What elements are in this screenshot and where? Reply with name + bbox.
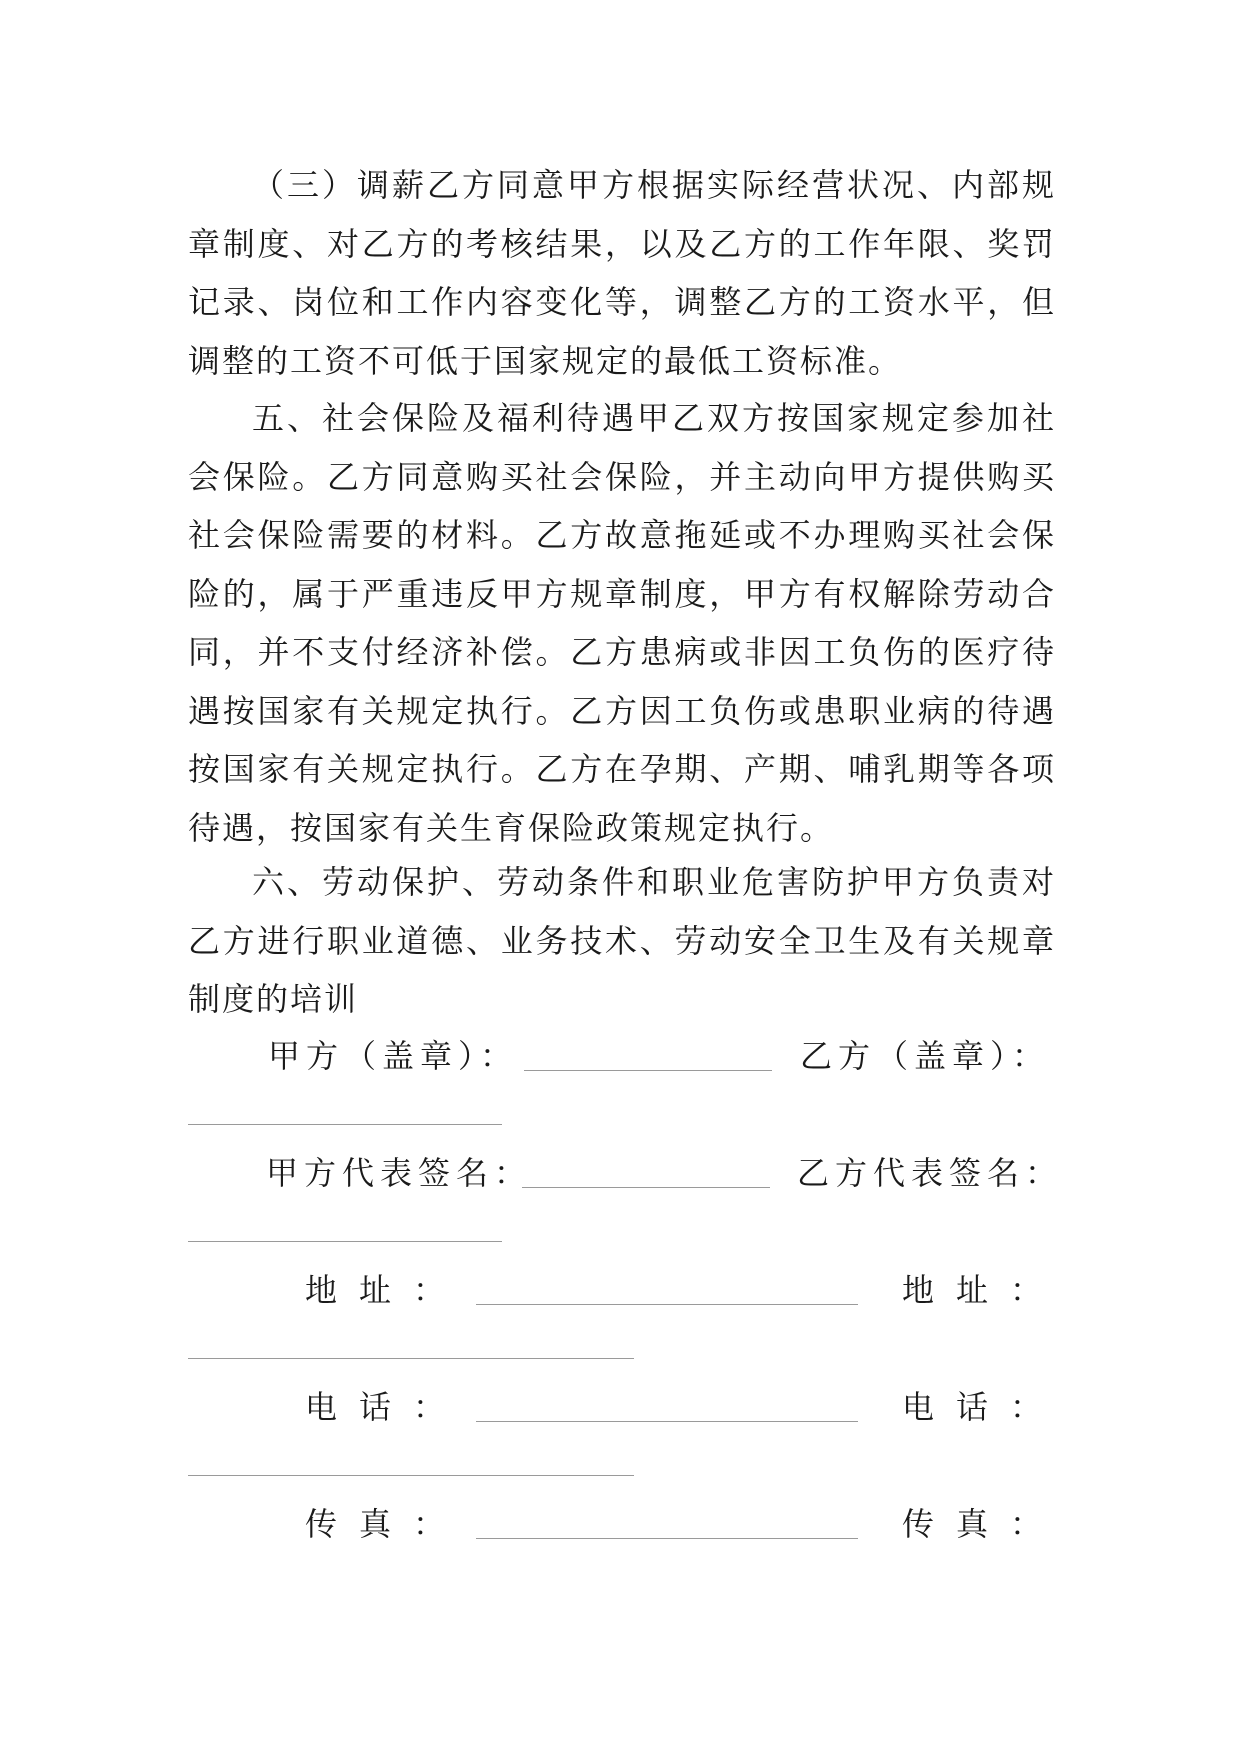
party-b-rep-line[interactable] [188, 1241, 502, 1242]
clause-labor-protection: 六、劳动保护、劳动条件和职业危害防护甲方负责对乙方进行职业道德、业务技术、劳动安全卫生及有关规章制度的培训 [188, 863, 1056, 1018]
party-b-seal-label: 乙方（盖章）： [800, 1037, 1051, 1075]
party-a-seal-label: 甲方（盖章）： [268, 1037, 519, 1075]
party-a-rep-label: 甲方代表签名： [266, 1154, 533, 1192]
address-a-label: 地址： [305, 1271, 468, 1309]
fax-a-line[interactable] [476, 1538, 858, 1539]
phone-b-label: 电话： [902, 1388, 1065, 1426]
fax-b-label: 传真： [902, 1505, 1065, 1543]
fax-a-label: 传真： [305, 1505, 468, 1543]
phone-a-label: 电话： [305, 1388, 468, 1426]
phone-a-line[interactable] [476, 1421, 858, 1422]
party-a-rep-line[interactable] [522, 1187, 770, 1188]
party-b-seal-line[interactable] [188, 1124, 502, 1125]
address-b-line[interactable] [188, 1358, 634, 1359]
address-b-label: 地址： [902, 1271, 1065, 1309]
address-a-line[interactable] [476, 1304, 858, 1305]
party-b-rep-label: 乙方代表签名： [797, 1154, 1064, 1192]
clause-salary-adjustment: （三）调薪乙方同意甲方根据实际经营状况、内部规章制度、对乙方的考核结果，以及乙方的工作年限、奖罚记录、岗位和工作内容变化等，调整乙方的工资水平，但调整的工资不可低于国家规定的最低工资标准。 [188, 166, 1056, 380]
phone-b-line[interactable] [188, 1475, 634, 1476]
party-a-seal-line[interactable] [524, 1070, 772, 1071]
clause-social-insurance: 五、社会保险及福利待遇甲乙双方按国家规定参加社会保险。乙方同意购买社会保险，并主动向甲方提供购买社会保险需要的材料。乙方故意拖延或不办理购买社会保险的，属于严重违反甲方规章制度，甲方有权解除劳动合同，并不支付经济补偿。乙方患病或非因工负伤的医疗待遇按国家有关规定执行。乙方因工负伤或患职业病的待遇按国家有关规定执行。乙方在孕期、产期、哺乳期等各项待遇，按国家有关生育保险政策规定执行。 [188, 399, 1056, 847]
